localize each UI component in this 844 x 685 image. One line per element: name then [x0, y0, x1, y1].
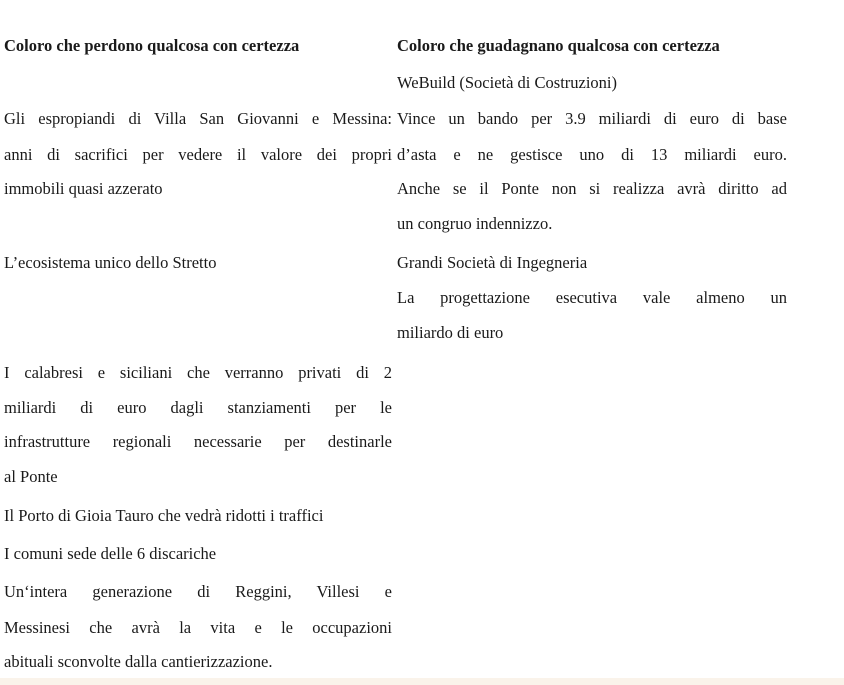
- bottom-band: [0, 678, 844, 685]
- losers-column-header: Coloro che perdono qualcosa con certezza: [4, 36, 300, 55]
- losers-entry-5-line-1: I comuni sede delle 6 discariche: [4, 544, 217, 563]
- losers-entry-1-line-3: immobili quasi azzerato: [4, 179, 163, 198]
- losers-entry-3-line-2: miliardi di euro dagli stanziamenti per le: [4, 398, 392, 417]
- losers-entry-6-line-2: Messinesi che avrà la vita e le occupazioni: [4, 618, 392, 637]
- winners-entry-1-name: WeBuild (Società di Costruzioni): [397, 73, 618, 92]
- losers-entry-1-line-2: anni di sacrifici per vedere il valore dei propri: [4, 145, 392, 164]
- winners-entry-1-line-3: Anche se il Ponte non si realizza avrà diritto ad: [397, 179, 787, 198]
- losers-entry-3-line-1: I calabresi e siciliani che verranno privati di 2: [4, 363, 392, 382]
- losers-entry-4-line-1: Il Porto di Gioia Tauro che vedrà ridotti i traffici: [4, 506, 324, 525]
- losers-entry-6-line-3: abituali sconvolte dalla cantierizzazione.: [4, 652, 273, 671]
- winners-entry-1-line-4: un congruo indennizzo.: [397, 214, 553, 233]
- winners-entry-1-line-1: Vince un bando per 3.9 miliardi di euro di base: [397, 109, 787, 128]
- losers-entry-3-line-4: al Ponte: [4, 467, 58, 486]
- losers-entry-1-line-1: Gli espropiandi di Villa San Giovanni e Messina:: [4, 109, 392, 128]
- winners-entry-2-line-2: miliardo di euro: [397, 323, 504, 342]
- losers-entry-3-line-3: infrastrutture regionali necessarie per destinarle: [4, 432, 392, 451]
- winners-entry-1-line-2: d’asta e ne gestisce uno di 13 miliardi euro.: [397, 145, 787, 164]
- losers-entry-6-line-1: Un‘intera generazione di Reggini, Villesi e: [4, 582, 392, 601]
- winners-column-header: Coloro che guadagnano qualcosa con certezza: [397, 36, 720, 55]
- winners-entry-2-line-1: La progettazione esecutiva vale almeno un: [397, 288, 787, 307]
- winners-entry-2-name: Grandi Società di Ingegneria: [397, 253, 588, 272]
- losers-entry-2-line-1: L’ecosistema unico dello Stretto: [4, 253, 217, 272]
